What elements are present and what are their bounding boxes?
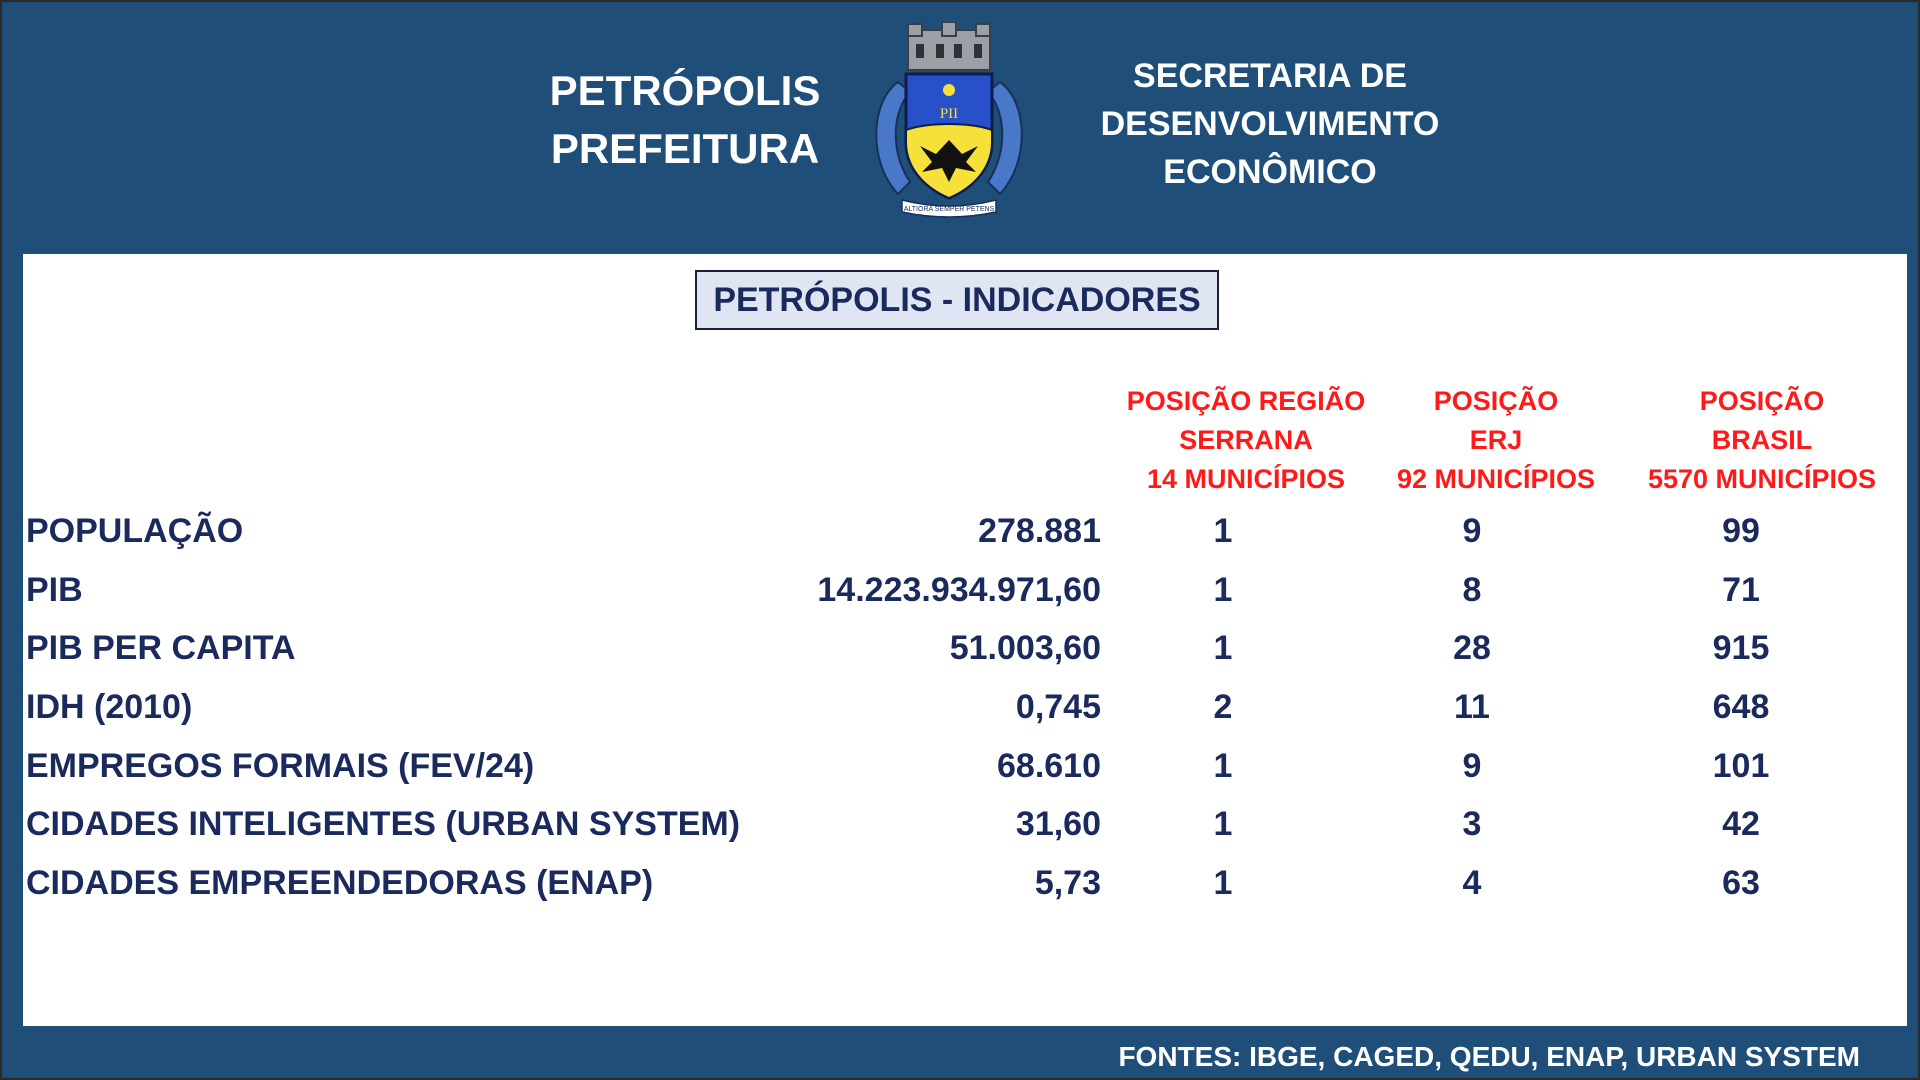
column-header-line: 92 MUNICÍPIOS <box>1396 464 1596 494</box>
table-row <box>23 512 1907 570</box>
row-label: PIB PER CAPITA <box>26 629 296 667</box>
row-label: POPULAÇÃO <box>26 512 244 550</box>
table-row <box>23 805 1907 863</box>
column-header-line: POSIÇÃO <box>1433 386 1559 416</box>
rank-serrana: 1 <box>1213 805 1233 843</box>
rank-erj: 9 <box>1462 747 1482 785</box>
secretaria-title-line: ECONÔMICO <box>1163 153 1377 191</box>
prefeitura-title-line: PREFEITURA <box>550 125 820 172</box>
column-header-line: POSIÇÃO REGIÃO <box>1126 386 1366 416</box>
row-label: IDH (2010) <box>26 688 193 726</box>
rank-serrana: 1 <box>1213 571 1233 609</box>
rank-serrana: 1 <box>1213 864 1233 902</box>
rank-erj: 9 <box>1462 512 1482 550</box>
table-row <box>23 747 1907 805</box>
column-header-line: 14 MUNICÍPIOS <box>1146 464 1346 494</box>
indicators-panel <box>23 254 1907 1026</box>
table-row <box>23 688 1907 746</box>
rank-serrana: 1 <box>1213 747 1233 785</box>
rank-erj: 4 <box>1462 864 1482 902</box>
row-value: 68.610 <box>997 747 1101 785</box>
secretaria-title-line: SECRETARIA DE <box>1133 57 1407 95</box>
rank-erj: 3 <box>1462 805 1482 843</box>
row-label: EMPREGOS FORMAIS (FEV/24) <box>26 747 535 785</box>
row-value: 31,60 <box>1015 805 1101 843</box>
rank-brasil: 42 <box>1722 805 1760 843</box>
row-label: CIDADES INTELIGENTES (URBAN SYSTEM) <box>26 805 741 843</box>
row-label: PIB <box>26 571 83 609</box>
rank-erj: 8 <box>1462 571 1482 609</box>
table-row <box>23 571 1907 629</box>
row-value: 5,73 <box>1034 864 1101 902</box>
rank-brasil: 71 <box>1722 571 1760 609</box>
small-crown-icon <box>943 84 955 96</box>
secretaria-title-line: DESENVOLVIMENTO <box>1100 105 1440 143</box>
prefeitura-title-line: PETRÓPOLIS <box>549 67 821 114</box>
row-value: 51.003,60 <box>949 629 1101 667</box>
table-row <box>23 629 1907 687</box>
prefeitura-title <box>520 62 850 178</box>
rank-brasil: 915 <box>1712 629 1770 667</box>
rank-serrana: 1 <box>1213 629 1233 667</box>
row-value: 14.223.934.971,60 <box>817 571 1101 609</box>
rank-erj: 28 <box>1453 629 1491 667</box>
row-value: 0,745 <box>1015 688 1101 726</box>
rank-serrana: 2 <box>1213 688 1233 726</box>
secretaria-title <box>1080 52 1460 196</box>
column-header-line: ERJ <box>1469 425 1523 455</box>
coat-of-arms-logo <box>858 22 1040 222</box>
column-header-erj <box>1371 382 1621 499</box>
column-header-serrana <box>1121 382 1371 499</box>
rank-brasil: 101 <box>1712 747 1770 785</box>
rank-brasil: 99 <box>1722 512 1760 550</box>
rank-brasil: 63 <box>1722 864 1760 902</box>
rank-serrana: 1 <box>1213 512 1233 550</box>
column-header-line: BRASIL <box>1711 425 1813 455</box>
rank-erj: 11 <box>1454 688 1490 726</box>
rank-brasil: 648 <box>1712 688 1770 726</box>
row-value: 278.881 <box>978 512 1101 550</box>
sources-footer: FONTES: IBGE, CAGED, QEDU, ENAP, URBAN SYSTEM <box>1118 1041 1860 1072</box>
crest-motto: ALTIORA SEMPER PETENS <box>903 206 995 213</box>
column-header-line: SERRANA <box>1179 425 1313 455</box>
indicators-title: PETRÓPOLIS - INDICADORES <box>695 270 1219 330</box>
crest-letters: PII <box>939 106 959 122</box>
table-row <box>23 864 1907 922</box>
column-header-line: POSIÇÃO <box>1699 386 1825 416</box>
column-header-line: 5570 MUNICÍPIOS <box>1647 464 1877 494</box>
column-header-brasil <box>1617 382 1907 499</box>
row-label: CIDADES EMPREENDEDORAS (ENAP) <box>26 864 654 902</box>
